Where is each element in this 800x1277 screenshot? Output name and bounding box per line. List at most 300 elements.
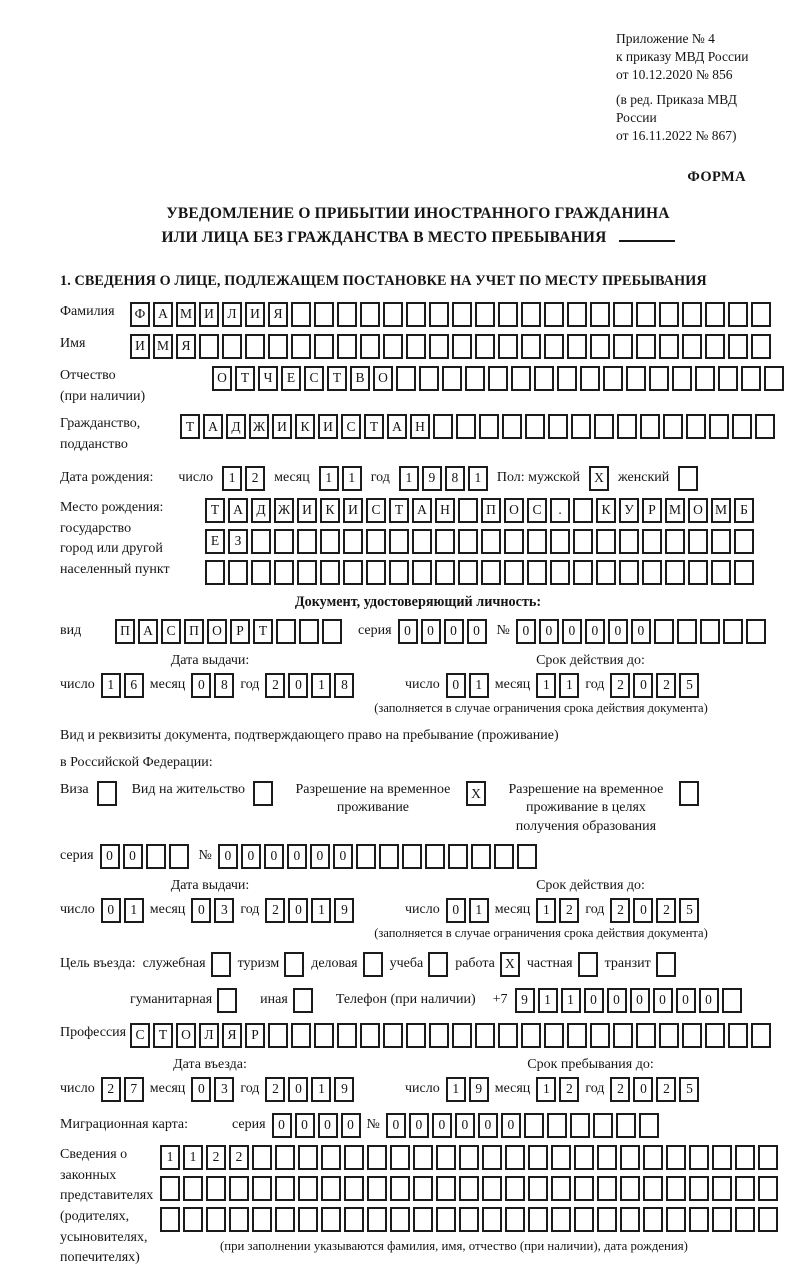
char-cell[interactable] bbox=[639, 1113, 659, 1138]
char-cell[interactable] bbox=[498, 302, 518, 327]
char-cell[interactable]: Т bbox=[153, 1023, 173, 1048]
char-cell[interactable] bbox=[367, 1176, 387, 1201]
char-cell[interactable] bbox=[435, 560, 455, 585]
char-cell[interactable] bbox=[574, 1207, 594, 1232]
char-cell[interactable] bbox=[390, 1207, 410, 1232]
char-cell[interactable]: А bbox=[203, 414, 223, 439]
char-cell[interactable] bbox=[590, 1023, 610, 1048]
char-cell[interactable] bbox=[479, 414, 499, 439]
char-cell[interactable] bbox=[659, 1023, 679, 1048]
char-cell[interactable] bbox=[643, 1145, 663, 1170]
char-cell[interactable] bbox=[429, 1023, 449, 1048]
char-cell[interactable]: 0 bbox=[123, 844, 143, 869]
char-cell[interactable]: 1 bbox=[559, 673, 579, 698]
char-cell[interactable]: Ж bbox=[274, 498, 294, 523]
char-cell[interactable] bbox=[712, 1145, 732, 1170]
char-cell[interactable]: 0 bbox=[653, 988, 673, 1013]
char-cell[interactable]: К bbox=[596, 498, 616, 523]
char-cell[interactable] bbox=[268, 1023, 288, 1048]
char-cell[interactable]: Р bbox=[245, 1023, 265, 1048]
char-cell[interactable] bbox=[344, 1145, 364, 1170]
char-cell[interactable]: 0 bbox=[241, 844, 261, 869]
char-cell[interactable]: М bbox=[176, 302, 196, 327]
char-cell[interactable] bbox=[344, 1207, 364, 1232]
char-cell[interactable] bbox=[590, 334, 610, 359]
char-cell[interactable] bbox=[527, 529, 547, 554]
char-cell[interactable]: 0 bbox=[218, 844, 238, 869]
char-cell[interactable] bbox=[475, 1023, 495, 1048]
char-cell[interactable] bbox=[734, 529, 754, 554]
char-cell[interactable] bbox=[570, 1113, 590, 1138]
char-cell[interactable] bbox=[433, 414, 453, 439]
char-cell[interactable] bbox=[275, 1145, 295, 1170]
char-cell[interactable] bbox=[678, 466, 698, 491]
char-cell[interactable]: 0 bbox=[398, 619, 418, 644]
char-cell[interactable]: 0 bbox=[409, 1113, 429, 1138]
char-cell[interactable] bbox=[525, 414, 545, 439]
char-cell[interactable]: С bbox=[366, 498, 386, 523]
char-cell[interactable]: А bbox=[387, 414, 407, 439]
char-cell[interactable] bbox=[245, 334, 265, 359]
char-cell[interactable] bbox=[517, 844, 537, 869]
char-cell[interactable]: 2 bbox=[229, 1145, 249, 1170]
char-cell[interactable]: 0 bbox=[585, 619, 605, 644]
char-cell[interactable] bbox=[551, 1176, 571, 1201]
char-cell[interactable] bbox=[160, 1207, 180, 1232]
char-cell[interactable]: 2 bbox=[656, 898, 676, 923]
char-cell[interactable] bbox=[567, 302, 587, 327]
char-cell[interactable]: И bbox=[318, 414, 338, 439]
char-cell[interactable]: 0 bbox=[191, 898, 211, 923]
char-cell[interactable]: И bbox=[130, 334, 150, 359]
char-cell[interactable]: З bbox=[228, 529, 248, 554]
char-cell[interactable] bbox=[229, 1207, 249, 1232]
char-cell[interactable] bbox=[389, 529, 409, 554]
char-cell[interactable] bbox=[425, 844, 445, 869]
char-cell[interactable]: 0 bbox=[101, 898, 121, 923]
char-cell[interactable]: 1 bbox=[469, 898, 489, 923]
char-cell[interactable]: 0 bbox=[501, 1113, 521, 1138]
char-cell[interactable] bbox=[666, 1145, 686, 1170]
char-cell[interactable] bbox=[689, 1145, 709, 1170]
char-cell[interactable]: М bbox=[711, 498, 731, 523]
char-cell[interactable]: И bbox=[272, 414, 292, 439]
char-cell[interactable]: 9 bbox=[515, 988, 535, 1013]
char-cell[interactable] bbox=[412, 529, 432, 554]
char-cell[interactable] bbox=[567, 334, 587, 359]
char-cell[interactable] bbox=[619, 529, 639, 554]
char-cell[interactable] bbox=[97, 781, 117, 806]
char-cell[interactable]: X bbox=[500, 952, 520, 977]
char-cell[interactable] bbox=[574, 1176, 594, 1201]
char-cell[interactable]: О bbox=[504, 498, 524, 523]
char-cell[interactable] bbox=[521, 302, 541, 327]
char-cell[interactable]: 0 bbox=[444, 619, 464, 644]
char-cell[interactable] bbox=[452, 334, 472, 359]
char-cell[interactable]: Е bbox=[205, 529, 225, 554]
char-cell[interactable] bbox=[383, 1023, 403, 1048]
char-cell[interactable]: С bbox=[161, 619, 181, 644]
char-cell[interactable]: 0 bbox=[467, 619, 487, 644]
char-cell[interactable] bbox=[228, 560, 248, 585]
char-cell[interactable] bbox=[413, 1176, 433, 1201]
char-cell[interactable] bbox=[320, 560, 340, 585]
char-cell[interactable] bbox=[413, 1207, 433, 1232]
char-cell[interactable] bbox=[636, 334, 656, 359]
char-cell[interactable] bbox=[482, 1207, 502, 1232]
char-cell[interactable] bbox=[390, 1176, 410, 1201]
char-cell[interactable]: Т bbox=[205, 498, 225, 523]
char-cell[interactable] bbox=[275, 1207, 295, 1232]
char-cell[interactable] bbox=[435, 529, 455, 554]
char-cell[interactable] bbox=[654, 619, 674, 644]
char-cell[interactable] bbox=[436, 1145, 456, 1170]
char-cell[interactable]: В bbox=[350, 366, 370, 391]
char-cell[interactable]: А bbox=[153, 302, 173, 327]
char-cell[interactable] bbox=[732, 414, 752, 439]
char-cell[interactable]: И bbox=[297, 498, 317, 523]
char-cell[interactable] bbox=[274, 529, 294, 554]
char-cell[interactable] bbox=[481, 560, 501, 585]
char-cell[interactable]: Д bbox=[226, 414, 246, 439]
char-cell[interactable] bbox=[613, 1023, 633, 1048]
char-cell[interactable]: 9 bbox=[334, 898, 354, 923]
char-cell[interactable] bbox=[360, 1023, 380, 1048]
char-cell[interactable]: О bbox=[373, 366, 393, 391]
char-cell[interactable] bbox=[367, 1207, 387, 1232]
char-cell[interactable] bbox=[206, 1207, 226, 1232]
char-cell[interactable]: У bbox=[619, 498, 639, 523]
char-cell[interactable] bbox=[199, 334, 219, 359]
char-cell[interactable]: 8 bbox=[445, 466, 465, 491]
char-cell[interactable] bbox=[475, 302, 495, 327]
char-cell[interactable] bbox=[276, 619, 296, 644]
char-cell[interactable] bbox=[734, 560, 754, 585]
char-cell[interactable]: И bbox=[199, 302, 219, 327]
char-cell[interactable] bbox=[252, 1207, 272, 1232]
char-cell[interactable]: 1 bbox=[468, 466, 488, 491]
char-cell[interactable]: К bbox=[320, 498, 340, 523]
char-cell[interactable] bbox=[573, 498, 593, 523]
char-cell[interactable]: 0 bbox=[630, 988, 650, 1013]
char-cell[interactable] bbox=[442, 366, 462, 391]
char-cell[interactable] bbox=[613, 302, 633, 327]
char-cell[interactable] bbox=[551, 1145, 571, 1170]
char-cell[interactable] bbox=[642, 529, 662, 554]
char-cell[interactable] bbox=[293, 988, 313, 1013]
char-cell[interactable]: Ф bbox=[130, 302, 150, 327]
char-cell[interactable] bbox=[550, 560, 570, 585]
char-cell[interactable] bbox=[659, 334, 679, 359]
char-cell[interactable] bbox=[494, 844, 514, 869]
char-cell[interactable]: 2 bbox=[265, 1077, 285, 1102]
char-cell[interactable] bbox=[578, 952, 598, 977]
char-cell[interactable] bbox=[741, 366, 761, 391]
char-cell[interactable] bbox=[521, 334, 541, 359]
char-cell[interactable] bbox=[544, 334, 564, 359]
char-cell[interactable] bbox=[688, 529, 708, 554]
char-cell[interactable] bbox=[505, 1207, 525, 1232]
char-cell[interactable] bbox=[709, 414, 729, 439]
char-cell[interactable] bbox=[521, 1023, 541, 1048]
char-cell[interactable]: Н bbox=[435, 498, 455, 523]
char-cell[interactable]: 6 bbox=[124, 673, 144, 698]
char-cell[interactable]: С bbox=[341, 414, 361, 439]
char-cell[interactable]: 9 bbox=[334, 1077, 354, 1102]
char-cell[interactable] bbox=[429, 334, 449, 359]
char-cell[interactable]: О bbox=[688, 498, 708, 523]
char-cell[interactable] bbox=[251, 560, 271, 585]
char-cell[interactable]: А bbox=[138, 619, 158, 644]
char-cell[interactable] bbox=[712, 1207, 732, 1232]
char-cell[interactable] bbox=[363, 952, 383, 977]
char-cell[interactable]: Р bbox=[642, 498, 662, 523]
char-cell[interactable]: 0 bbox=[264, 844, 284, 869]
char-cell[interactable] bbox=[620, 1176, 640, 1201]
char-cell[interactable] bbox=[613, 334, 633, 359]
char-cell[interactable] bbox=[659, 302, 679, 327]
char-cell[interactable] bbox=[169, 844, 189, 869]
char-cell[interactable] bbox=[594, 414, 614, 439]
char-cell[interactable] bbox=[396, 366, 416, 391]
char-cell[interactable]: 0 bbox=[191, 1077, 211, 1102]
char-cell[interactable] bbox=[682, 1023, 702, 1048]
char-cell[interactable]: 1 bbox=[311, 898, 331, 923]
char-cell[interactable] bbox=[755, 414, 775, 439]
char-cell[interactable] bbox=[406, 1023, 426, 1048]
char-cell[interactable]: Я bbox=[268, 302, 288, 327]
char-cell[interactable] bbox=[573, 560, 593, 585]
char-cell[interactable] bbox=[337, 302, 357, 327]
char-cell[interactable]: 0 bbox=[288, 673, 308, 698]
char-cell[interactable] bbox=[597, 1207, 617, 1232]
char-cell[interactable] bbox=[252, 1176, 272, 1201]
char-cell[interactable]: 2 bbox=[656, 1077, 676, 1102]
char-cell[interactable] bbox=[389, 560, 409, 585]
char-cell[interactable] bbox=[597, 1145, 617, 1170]
char-cell[interactable]: 1 bbox=[561, 988, 581, 1013]
char-cell[interactable] bbox=[298, 1207, 318, 1232]
char-cell[interactable] bbox=[459, 1207, 479, 1232]
char-cell[interactable]: X bbox=[589, 466, 609, 491]
char-cell[interactable]: 2 bbox=[610, 898, 630, 923]
char-cell[interactable] bbox=[465, 366, 485, 391]
char-cell[interactable] bbox=[682, 302, 702, 327]
char-cell[interactable]: 2 bbox=[206, 1145, 226, 1170]
char-cell[interactable]: 1 bbox=[538, 988, 558, 1013]
char-cell[interactable] bbox=[291, 1023, 311, 1048]
char-cell[interactable] bbox=[343, 560, 363, 585]
char-cell[interactable]: 0 bbox=[272, 1113, 292, 1138]
char-cell[interactable]: 0 bbox=[100, 844, 120, 869]
char-cell[interactable]: 0 bbox=[539, 619, 559, 644]
char-cell[interactable] bbox=[344, 1176, 364, 1201]
char-cell[interactable] bbox=[711, 529, 731, 554]
char-cell[interactable] bbox=[298, 1145, 318, 1170]
char-cell[interactable]: М bbox=[153, 334, 173, 359]
char-cell[interactable] bbox=[746, 619, 766, 644]
char-cell[interactable]: П bbox=[481, 498, 501, 523]
char-cell[interactable]: 2 bbox=[610, 673, 630, 698]
char-cell[interactable] bbox=[642, 560, 662, 585]
char-cell[interactable] bbox=[689, 1207, 709, 1232]
char-cell[interactable] bbox=[383, 334, 403, 359]
char-cell[interactable]: 0 bbox=[341, 1113, 361, 1138]
char-cell[interactable] bbox=[620, 1207, 640, 1232]
char-cell[interactable] bbox=[557, 366, 577, 391]
char-cell[interactable]: 0 bbox=[607, 988, 627, 1013]
char-cell[interactable] bbox=[722, 988, 742, 1013]
char-cell[interactable]: 1 bbox=[124, 898, 144, 923]
char-cell[interactable]: 0 bbox=[633, 898, 653, 923]
char-cell[interactable] bbox=[419, 366, 439, 391]
char-cell[interactable]: 0 bbox=[386, 1113, 406, 1138]
char-cell[interactable]: 1 bbox=[536, 1077, 556, 1102]
char-cell[interactable] bbox=[456, 414, 476, 439]
char-cell[interactable]: С bbox=[527, 498, 547, 523]
char-cell[interactable] bbox=[383, 302, 403, 327]
char-cell[interactable] bbox=[402, 844, 422, 869]
char-cell[interactable] bbox=[253, 781, 273, 806]
char-cell[interactable]: Т bbox=[180, 414, 200, 439]
char-cell[interactable]: М bbox=[665, 498, 685, 523]
char-cell[interactable]: О bbox=[176, 1023, 196, 1048]
char-cell[interactable]: 1 bbox=[183, 1145, 203, 1170]
char-cell[interactable] bbox=[550, 529, 570, 554]
char-cell[interactable] bbox=[459, 1176, 479, 1201]
char-cell[interactable] bbox=[314, 334, 334, 359]
char-cell[interactable]: 0 bbox=[333, 844, 353, 869]
char-cell[interactable]: 1 bbox=[399, 466, 419, 491]
char-cell[interactable] bbox=[551, 1207, 571, 1232]
char-cell[interactable]: 0 bbox=[631, 619, 651, 644]
char-cell[interactable] bbox=[603, 366, 623, 391]
char-cell[interactable] bbox=[482, 1145, 502, 1170]
char-cell[interactable] bbox=[656, 952, 676, 977]
char-cell[interactable] bbox=[360, 334, 380, 359]
char-cell[interactable] bbox=[705, 302, 725, 327]
char-cell[interactable]: 0 bbox=[421, 619, 441, 644]
char-cell[interactable] bbox=[366, 560, 386, 585]
char-cell[interactable] bbox=[298, 1176, 318, 1201]
char-cell[interactable] bbox=[735, 1176, 755, 1201]
char-cell[interactable]: 8 bbox=[214, 673, 234, 698]
char-cell[interactable]: И bbox=[343, 498, 363, 523]
char-cell[interactable] bbox=[367, 1145, 387, 1170]
char-cell[interactable]: Д bbox=[251, 498, 271, 523]
char-cell[interactable] bbox=[620, 1145, 640, 1170]
char-cell[interactable]: Т bbox=[389, 498, 409, 523]
char-cell[interactable]: 0 bbox=[633, 673, 653, 698]
char-cell[interactable] bbox=[751, 1023, 771, 1048]
char-cell[interactable] bbox=[458, 529, 478, 554]
char-cell[interactable]: Е bbox=[281, 366, 301, 391]
char-cell[interactable] bbox=[534, 366, 554, 391]
char-cell[interactable] bbox=[689, 1176, 709, 1201]
char-cell[interactable] bbox=[297, 560, 317, 585]
char-cell[interactable] bbox=[666, 1176, 686, 1201]
char-cell[interactable]: 0 bbox=[676, 988, 696, 1013]
char-cell[interactable] bbox=[528, 1145, 548, 1170]
char-cell[interactable] bbox=[666, 1207, 686, 1232]
char-cell[interactable] bbox=[314, 302, 334, 327]
char-cell[interactable]: Ч bbox=[258, 366, 278, 391]
char-cell[interactable] bbox=[504, 560, 524, 585]
char-cell[interactable] bbox=[471, 844, 491, 869]
char-cell[interactable] bbox=[222, 334, 242, 359]
char-cell[interactable] bbox=[597, 1176, 617, 1201]
char-cell[interactable] bbox=[406, 302, 426, 327]
char-cell[interactable]: 0 bbox=[191, 673, 211, 698]
char-cell[interactable]: 1 bbox=[222, 466, 242, 491]
char-cell[interactable]: 3 bbox=[214, 1077, 234, 1102]
char-cell[interactable] bbox=[452, 302, 472, 327]
char-cell[interactable] bbox=[728, 1023, 748, 1048]
char-cell[interactable] bbox=[735, 1145, 755, 1170]
char-cell[interactable]: 0 bbox=[318, 1113, 338, 1138]
char-cell[interactable] bbox=[475, 334, 495, 359]
char-cell[interactable]: О bbox=[212, 366, 232, 391]
char-cell[interactable] bbox=[206, 1176, 226, 1201]
char-cell[interactable] bbox=[758, 1207, 778, 1232]
char-cell[interactable] bbox=[524, 1113, 544, 1138]
char-cell[interactable] bbox=[640, 414, 660, 439]
char-cell[interactable] bbox=[617, 414, 637, 439]
char-cell[interactable] bbox=[436, 1207, 456, 1232]
char-cell[interactable] bbox=[728, 334, 748, 359]
char-cell[interactable]: 5 bbox=[679, 1077, 699, 1102]
char-cell[interactable]: Ж bbox=[249, 414, 269, 439]
char-cell[interactable] bbox=[321, 1176, 341, 1201]
char-cell[interactable] bbox=[146, 844, 166, 869]
char-cell[interactable] bbox=[636, 302, 656, 327]
char-cell[interactable]: 2 bbox=[265, 898, 285, 923]
char-cell[interactable] bbox=[412, 560, 432, 585]
char-cell[interactable] bbox=[452, 1023, 472, 1048]
char-cell[interactable] bbox=[574, 1145, 594, 1170]
char-cell[interactable]: Б bbox=[734, 498, 754, 523]
char-cell[interactable] bbox=[686, 414, 706, 439]
char-cell[interactable] bbox=[229, 1176, 249, 1201]
char-cell[interactable]: 2 bbox=[265, 673, 285, 698]
char-cell[interactable]: 1 bbox=[536, 898, 556, 923]
char-cell[interactable] bbox=[458, 560, 478, 585]
char-cell[interactable] bbox=[665, 560, 685, 585]
char-cell[interactable] bbox=[297, 529, 317, 554]
char-cell[interactable]: А bbox=[412, 498, 432, 523]
char-cell[interactable] bbox=[217, 988, 237, 1013]
char-cell[interactable] bbox=[649, 366, 669, 391]
char-cell[interactable] bbox=[723, 619, 743, 644]
char-cell[interactable]: 0 bbox=[478, 1113, 498, 1138]
char-cell[interactable]: 0 bbox=[295, 1113, 315, 1138]
char-cell[interactable]: 1 bbox=[319, 466, 339, 491]
char-cell[interactable] bbox=[751, 302, 771, 327]
char-cell[interactable] bbox=[758, 1145, 778, 1170]
char-cell[interactable]: П bbox=[184, 619, 204, 644]
char-cell[interactable] bbox=[705, 334, 725, 359]
char-cell[interactable]: Н bbox=[410, 414, 430, 439]
char-cell[interactable]: С bbox=[130, 1023, 150, 1048]
char-cell[interactable] bbox=[672, 366, 692, 391]
char-cell[interactable]: О bbox=[207, 619, 227, 644]
char-cell[interactable] bbox=[596, 529, 616, 554]
char-cell[interactable] bbox=[498, 334, 518, 359]
char-cell[interactable]: 0 bbox=[699, 988, 719, 1013]
char-cell[interactable] bbox=[390, 1145, 410, 1170]
char-cell[interactable]: Т bbox=[235, 366, 255, 391]
char-cell[interactable] bbox=[677, 619, 697, 644]
